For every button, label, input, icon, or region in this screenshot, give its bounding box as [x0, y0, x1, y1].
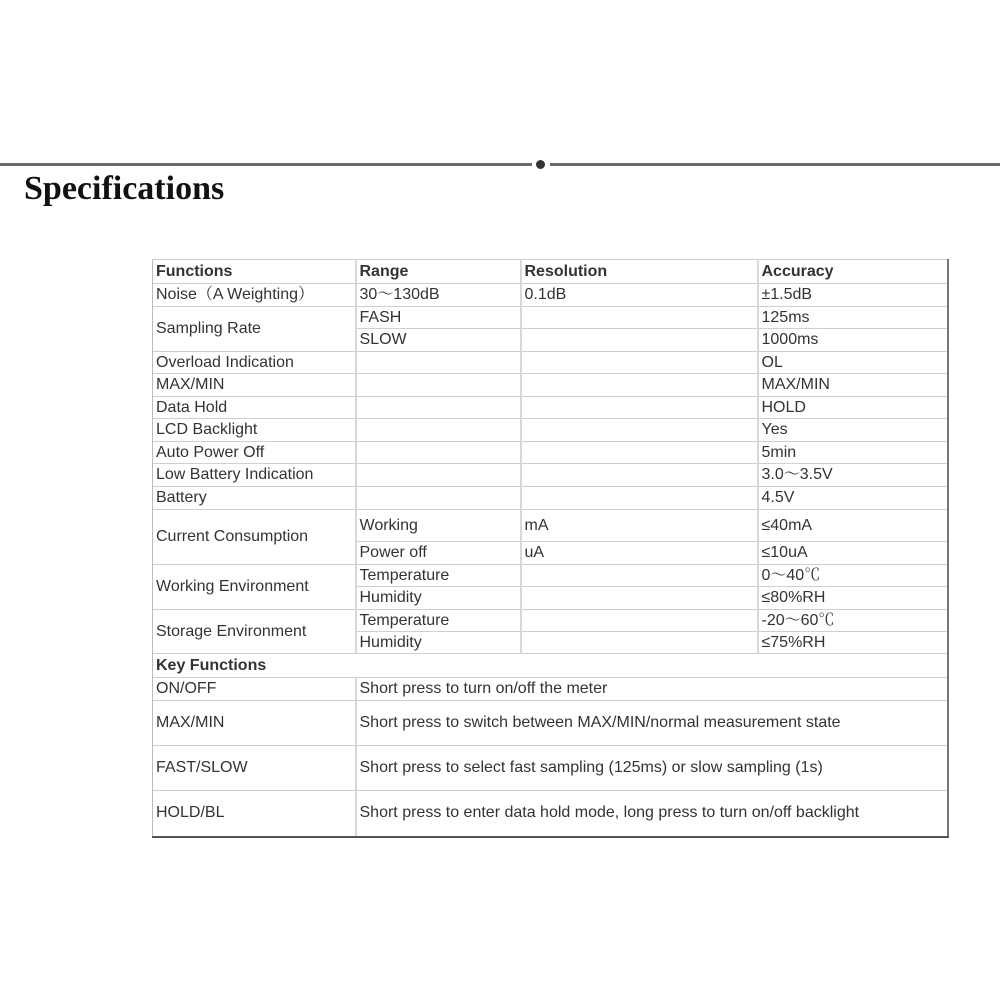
cell-function: Noise（A Weighting）	[153, 284, 356, 307]
cell-accuracy: 3.0～3.5V	[758, 464, 948, 487]
cell-function: Data Hold	[153, 397, 356, 419]
cell-function: Overload Indication	[153, 352, 356, 374]
cell-resolution	[521, 464, 758, 487]
cell-key: FAST/SLOW	[153, 746, 356, 791]
table-row	[153, 464, 948, 487]
table-row	[153, 565, 948, 587]
header-resolution: Resolution	[521, 260, 758, 284]
cell-range: Humidity	[356, 632, 521, 654]
key-functions-heading-row	[153, 654, 948, 678]
cell-resolution: mA	[521, 510, 758, 542]
cell-accuracy: 125ms	[758, 307, 948, 329]
cell-function: Auto Power Off	[153, 442, 356, 464]
divider-line-left	[0, 163, 532, 166]
cell-accuracy: ≤75%RH	[758, 632, 948, 654]
cell-resolution	[521, 329, 758, 352]
cell-function: Battery	[153, 487, 356, 510]
cell-accuracy: HOLD	[758, 397, 948, 419]
table-row	[153, 284, 948, 307]
cell-range	[356, 352, 521, 374]
cell-key: HOLD/BL	[153, 791, 356, 837]
cell-key: ON/OFF	[153, 678, 356, 701]
cell-accuracy: ≤10uA	[758, 542, 948, 565]
table-row	[153, 352, 948, 374]
cell-resolution: 0.1dB	[521, 284, 758, 307]
divider-dot	[536, 160, 545, 169]
cell-description: Short press to switch between MAX/MIN/normal measurement state	[356, 701, 948, 746]
cell-range: Power off	[356, 542, 521, 565]
cell-function: LCD Backlight	[153, 419, 356, 442]
table-row	[153, 442, 948, 464]
cell-range	[356, 442, 521, 464]
cell-resolution	[521, 565, 758, 587]
header-functions: Functions	[153, 260, 356, 284]
cell-accuracy: 4.5V	[758, 487, 948, 510]
cell-resolution: uA	[521, 542, 758, 565]
specifications-table	[152, 259, 949, 838]
cell-resolution	[521, 610, 758, 632]
cell-accuracy: 5min	[758, 442, 948, 464]
page-title: Specifications	[24, 170, 225, 207]
cell-range	[356, 464, 521, 487]
cell-range: SLOW	[356, 329, 521, 352]
table-row	[153, 374, 948, 397]
cell-accuracy: 0～40℃	[758, 565, 948, 587]
cell-accuracy: ≤80%RH	[758, 587, 948, 610]
cell-accuracy: ±1.5dB	[758, 284, 948, 307]
cell-description: Short press to enter data hold mode, long press to turn on/off backlight	[356, 791, 948, 837]
table-row	[153, 678, 948, 701]
cell-resolution	[521, 442, 758, 464]
cell-key: MAX/MIN	[153, 701, 356, 746]
cell-range: 30～130dB	[356, 284, 521, 307]
table-row	[153, 610, 948, 632]
cell-function: Storage Environment	[153, 610, 356, 654]
cell-accuracy: ≤40mA	[758, 510, 948, 542]
cell-accuracy: 1000ms	[758, 329, 948, 352]
cell-function: Working Environment	[153, 565, 356, 610]
cell-accuracy: OL	[758, 352, 948, 374]
table-row	[153, 307, 948, 329]
cell-range	[356, 374, 521, 397]
cell-accuracy: -20～60℃	[758, 610, 948, 632]
cell-function: Current Consumption	[153, 510, 356, 565]
cell-resolution	[521, 374, 758, 397]
cell-range: FASH	[356, 307, 521, 329]
cell-resolution	[521, 419, 758, 442]
cell-accuracy: Yes	[758, 419, 948, 442]
divider-line-right	[550, 163, 1000, 166]
cell-range: Temperature	[356, 610, 521, 632]
key-functions-heading: Key Functions	[153, 654, 948, 678]
table-row	[153, 419, 948, 442]
table-row	[153, 397, 948, 419]
header-accuracy: Accuracy	[758, 260, 948, 284]
table-row	[153, 746, 948, 791]
cell-resolution	[521, 487, 758, 510]
table-row	[153, 701, 948, 746]
cell-range: Temperature	[356, 565, 521, 587]
cell-range	[356, 487, 521, 510]
cell-description: Short press to select fast sampling (125ms) or slow sampling (1s)	[356, 746, 948, 791]
cell-range: Working	[356, 510, 521, 542]
cell-function: Low Battery Indication	[153, 464, 356, 487]
cell-range	[356, 419, 521, 442]
cell-resolution	[521, 352, 758, 374]
cell-description: Short press to turn on/off the meter	[356, 678, 948, 701]
cell-resolution	[521, 587, 758, 610]
table-row	[153, 791, 948, 837]
table-row	[153, 487, 948, 510]
table-header-row	[153, 260, 948, 284]
header-range: Range	[356, 260, 521, 284]
cell-function: Sampling Rate	[153, 307, 356, 352]
table-row	[153, 510, 948, 542]
cell-function: MAX/MIN	[153, 374, 356, 397]
cell-range: Humidity	[356, 587, 521, 610]
cell-resolution	[521, 307, 758, 329]
cell-range	[356, 397, 521, 419]
cell-resolution	[521, 632, 758, 654]
cell-resolution	[521, 397, 758, 419]
cell-accuracy: MAX/MIN	[758, 374, 948, 397]
